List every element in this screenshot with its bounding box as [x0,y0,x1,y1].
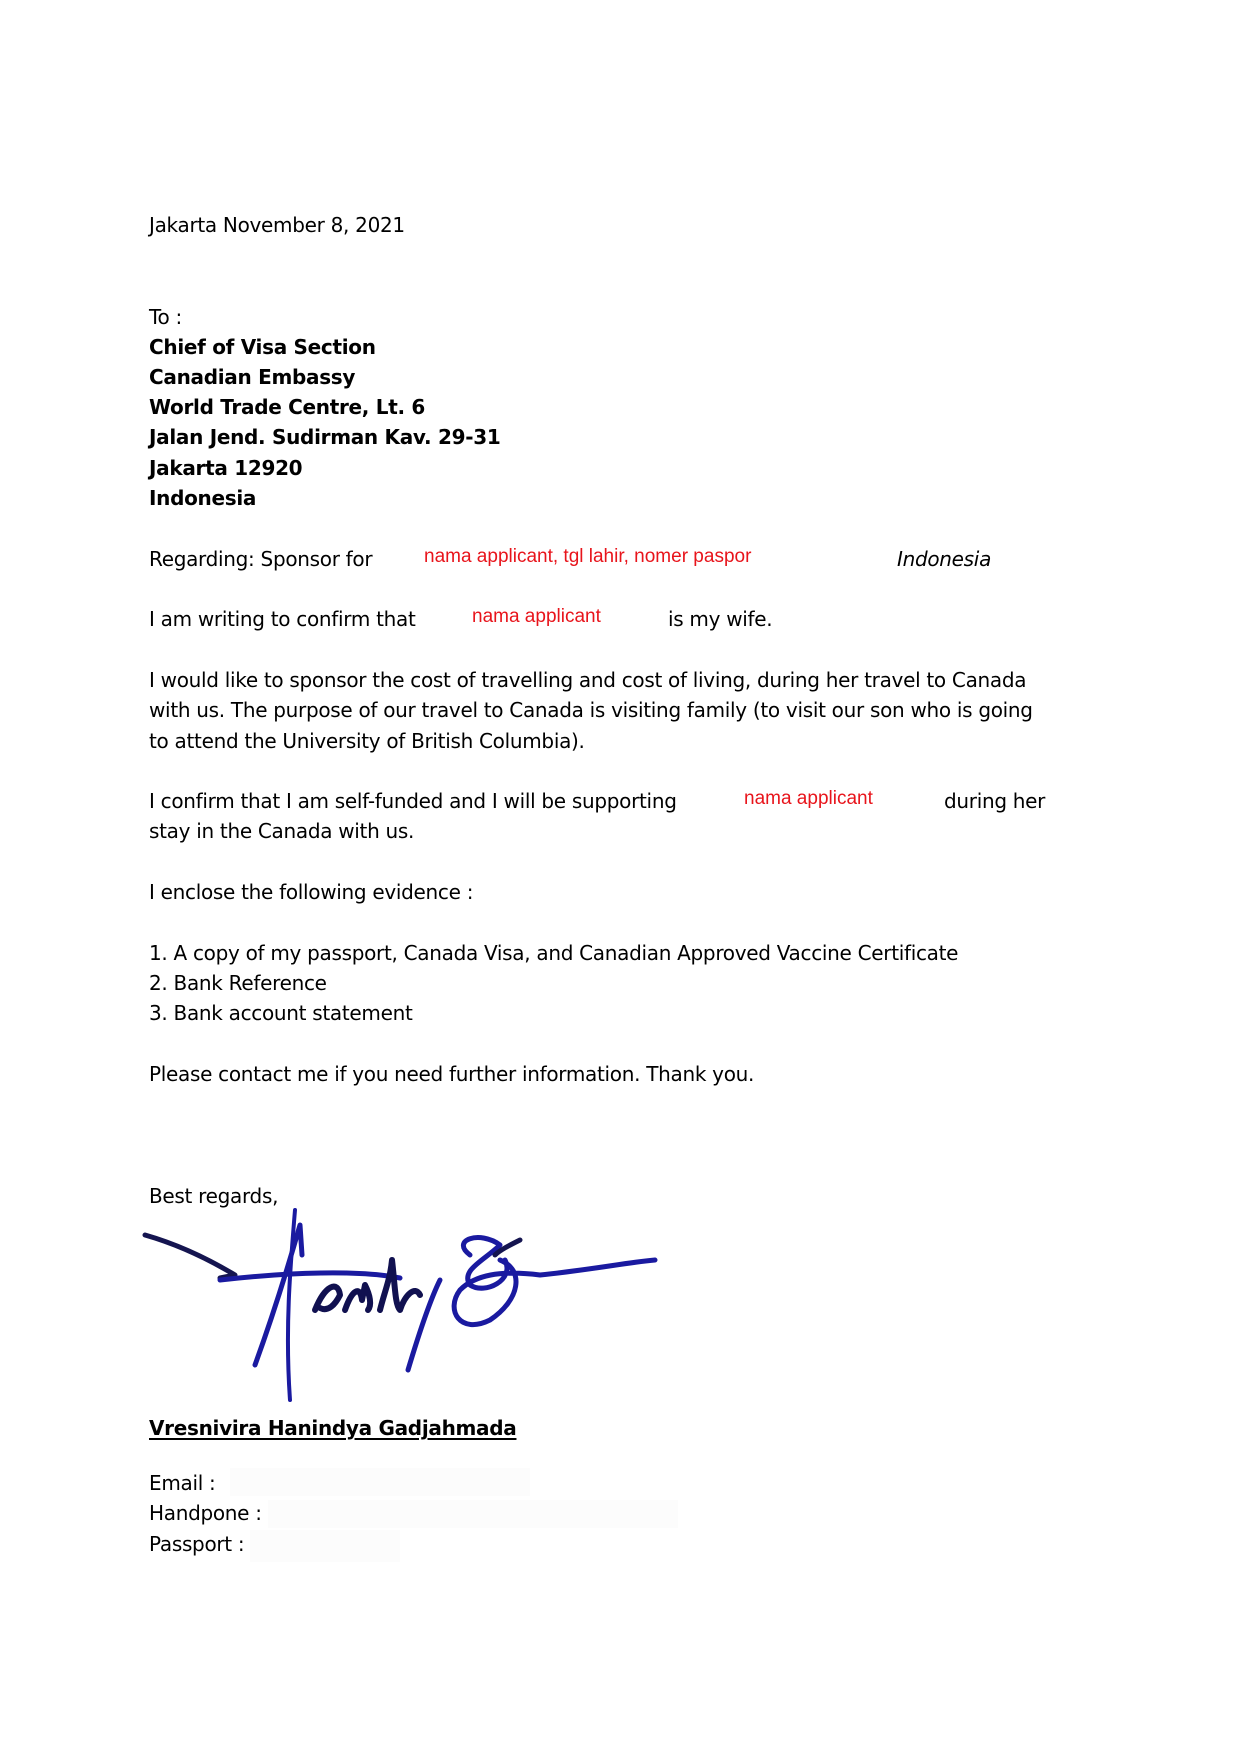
evidence-item: 2. Bank Reference [149,971,327,995]
closing-request: Please contact me if you need further information. Thank you. [149,1062,755,1086]
applicant-placeholder: nama applicant [744,788,873,809]
recipient-line: Canadian Embassy [149,365,356,389]
email-label: Email : [149,1471,216,1495]
signature-stroke [315,1287,340,1310]
passport-label: Passport : [149,1532,245,1556]
signature-stroke [454,1260,655,1325]
regarding-placeholder: nama applicant, tgl lahir, nomer paspor [424,546,752,567]
signature-stroke [220,1273,400,1280]
regarding-prefix: Regarding: Sponsor for [149,547,373,571]
evidence-item: 3. Bank account statement [149,1001,413,1025]
paragraph-line: I would like to sponsor the cost of travelling and cost of living, during her travel to Canada [149,668,1027,692]
email-redacted [230,1468,530,1496]
paragraph-line: to attend the University of British Columbia). [149,729,585,753]
recipient-line: World Trade Centre, Lt. 6 [149,395,426,419]
recipient-line: Chief of Visa Section [149,335,376,359]
signature-stroke [145,1235,235,1278]
recipient-line: Jalan Jend. Sudirman Kav. 29-31 [149,425,501,449]
evidence-intro: I enclose the following evidence : [149,880,474,904]
sign-off: Best regards, [149,1184,279,1208]
handphone-label: Handpone : [149,1501,262,1525]
recipient-line: Indonesia [149,486,257,510]
date-line: Jakarta November 8, 2021 [149,213,405,237]
signature-stroke [255,1225,302,1365]
self-funded-prefix: I confirm that I am self-funded and I will be supporting [149,789,677,813]
regarding-country: Indonesia [897,547,992,571]
to-label: To : [149,305,182,329]
recipient-line: Jakarta 12920 [149,456,303,480]
signature-stroke [345,1285,370,1310]
passport-redacted [250,1530,400,1562]
signatory-name: Vresnivira Hanindya Gadjahmada [149,1416,517,1440]
evidence-item: 1. A copy of my passport, Canada Visa, and Canadian Approved Vaccine Certificate [149,941,959,965]
signature-stroke [380,1260,420,1310]
self-funded-line2: stay in the Canada with us. [149,819,415,843]
confirm-suffix: is my wife. [668,607,773,631]
handphone-redacted [268,1500,678,1528]
applicant-placeholder: nama applicant [472,606,601,627]
signature-image [140,1200,660,1420]
signature-stroke [288,1210,295,1400]
self-funded-suffix: during her [944,789,1046,813]
paragraph-line: with us. The purpose of our travel to Canada is visiting family (to visit our son who is going [149,698,1033,722]
confirm-prefix: I am writing to confirm that [149,607,416,631]
